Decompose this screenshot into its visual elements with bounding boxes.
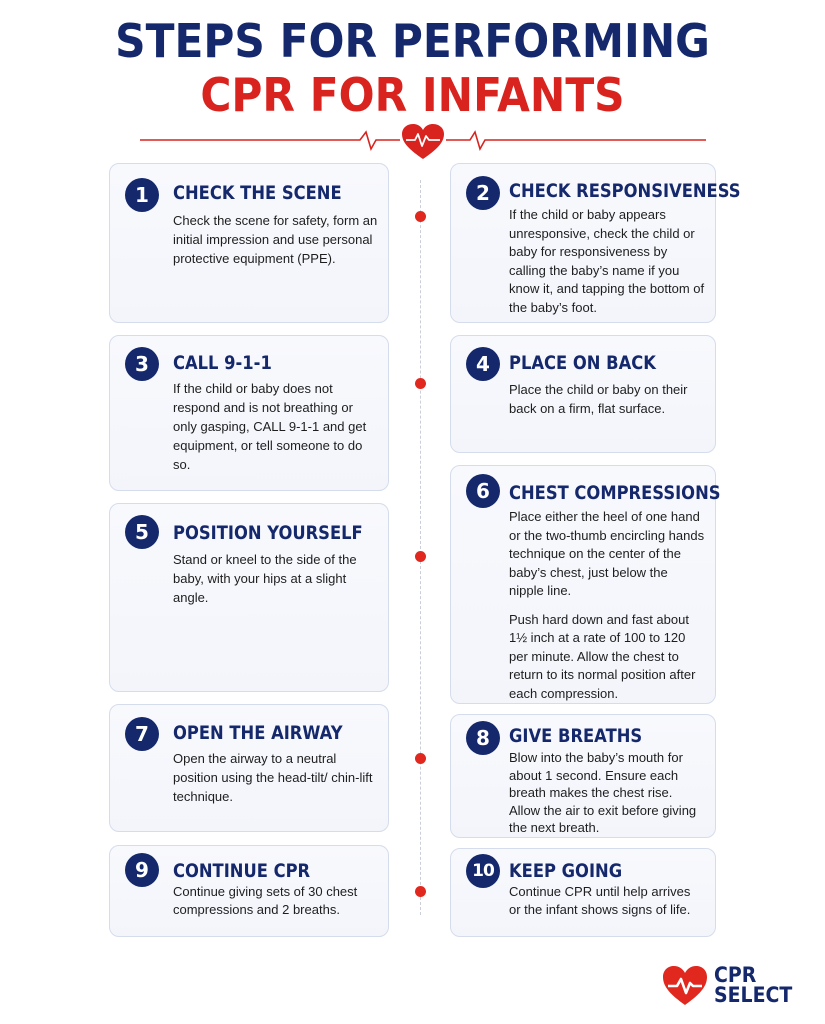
step-card-2 bbox=[450, 163, 741, 323]
step-description: Stand or kneel to the side of the baby, with your hips at a slight angle. bbox=[173, 552, 357, 605]
heart-heartbeat-icon bbox=[402, 124, 444, 159]
step-number-badge: 2 bbox=[466, 176, 500, 210]
step-title: CALL 9-1-1 bbox=[173, 352, 272, 374]
logo-text-cpr: CPR bbox=[714, 963, 757, 987]
step-title: OPEN THE AIRWAY bbox=[173, 722, 343, 744]
step-title: CHEST COMPRESSIONS bbox=[509, 482, 721, 504]
step-card-4 bbox=[450, 335, 716, 453]
step-description: If the child or baby appears unresponsive, check the child or baby for responsiveness by calling the baby’s name if you know it, and tapping the bottom of the baby’s foot. bbox=[509, 207, 705, 315]
heartbeat-divider bbox=[140, 123, 706, 163]
step-description: Check the scene for safety, form an initial impression and use personal protective equipment (PPE). bbox=[173, 213, 378, 266]
heart-pulse-logo-icon bbox=[662, 965, 708, 1007]
step-number-badge: 9 bbox=[125, 853, 159, 887]
step-number-badge: 1 bbox=[125, 178, 159, 212]
step-number-badge: 4 bbox=[466, 347, 500, 381]
step-description: Place either the heel of one hand or the two-thumb encircling hands technique on the center of the baby’s chest, just below the nipple line. Push hard down and fast about 1½ inch at a rate of 100 to 120 per minute. Allow the chest to return to its normal position after each compression. bbox=[509, 509, 705, 701]
step-title: KEEP GOING bbox=[509, 860, 623, 882]
timeline-dot bbox=[415, 378, 426, 389]
timeline-dot bbox=[415, 753, 426, 764]
timeline-line bbox=[420, 180, 421, 915]
step-card-8 bbox=[450, 714, 716, 838]
step-title: PLACE ON BACK bbox=[509, 352, 656, 374]
step-title: GIVE BREATHS bbox=[509, 725, 643, 747]
step-description: If the child or baby does not respond and is not breathing or only gasping, CALL 9-1-1 and get equipment, or tell someone to do so. bbox=[173, 381, 367, 472]
step-card-5 bbox=[109, 503, 389, 692]
step-number-badge: 7 bbox=[125, 717, 159, 751]
timeline-dot bbox=[415, 211, 426, 222]
step-number-badge: 3 bbox=[125, 347, 159, 381]
step-title: CHECK RESPONSIVENESS bbox=[509, 180, 741, 202]
step-number-badge: 10 bbox=[466, 854, 500, 888]
step-description: Blow into the baby’s mouth for about 1 second. Ensure each breath makes the chest rise. Allow the air to exit before giving the next breath. bbox=[509, 750, 697, 835]
step-card-9 bbox=[109, 845, 389, 937]
logo-text-select: SELECT bbox=[714, 983, 793, 1007]
step-title: CHECK THE SCENE bbox=[173, 182, 342, 204]
timeline-dot bbox=[415, 886, 426, 897]
step-card-1 bbox=[109, 163, 389, 323]
step-number-badge: 8 bbox=[466, 721, 500, 755]
step-card-10 bbox=[450, 848, 716, 937]
step-card-7 bbox=[109, 704, 389, 832]
step-title: CONTINUE CPR bbox=[173, 860, 311, 882]
step-description: Place the child or baby on their back on a firm, flat surface. bbox=[509, 382, 688, 416]
step-title: POSITION YOURSELF bbox=[173, 522, 363, 544]
step-description: Continue giving sets of 30 chest compressions and 2 breaths. bbox=[173, 884, 358, 917]
step-number-badge: 5 bbox=[125, 515, 159, 549]
timeline-dot bbox=[415, 551, 426, 562]
step-number-badge: 6 bbox=[466, 474, 500, 508]
page-title-line-1: STEPS FOR PERFORMING bbox=[115, 14, 710, 68]
step-card-3 bbox=[109, 335, 389, 491]
page-title-line-2: CPR FOR INFANTS bbox=[200, 68, 625, 122]
step-description: Continue CPR until help arrives or the infant shows signs of life. bbox=[509, 884, 691, 917]
cpr-select-logo bbox=[662, 963, 812, 1011]
step-description: Open the airway to a neutral position using the head-tilt/ chin-lift technique. bbox=[173, 751, 373, 804]
step-card-6 bbox=[450, 465, 721, 704]
